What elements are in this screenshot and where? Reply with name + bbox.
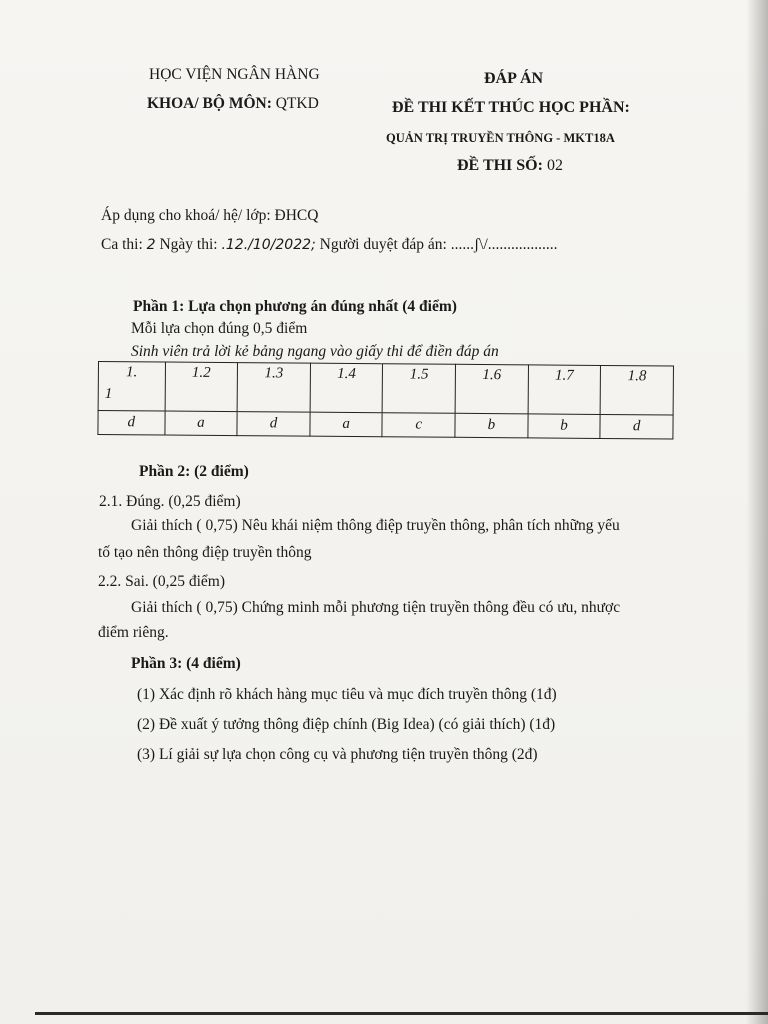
answer-table <box>97 361 674 440</box>
question-number: 1. <box>126 364 138 381</box>
table-header-cell <box>310 363 383 413</box>
answer-cell: c <box>382 413 455 438</box>
question-number: 1.6 <box>482 367 502 384</box>
session-info <box>101 236 558 254</box>
answer-cell: d <box>237 412 310 437</box>
exam-title: ĐỀ THI KẾT THÚC HỌC PHẦN: <box>392 99 630 116</box>
question-2-2-explanation: Giải thích ( 0,75) Chứng minh mỗi phương tiện truyền thông đều có ưu, nhược <box>131 599 621 616</box>
question-2-1-explanation: Giải thích ( 0,75) Nêu khái niệm thông điệp truyền thông, phân tích những yếu <box>131 517 620 534</box>
table-header-cell <box>165 362 238 412</box>
question-number: 1.3 <box>264 365 284 382</box>
table-header-cell <box>600 365 673 415</box>
school-name: HỌC VIỆN NGÂN HÀNG <box>149 66 320 83</box>
approver-signature: ......ʃ\/.................. <box>450 236 558 253</box>
part3-item: (1) Xác định rõ khách hàng mục tiêu và mục đích truyền thông (1đ) <box>137 686 557 703</box>
table-header-cell <box>455 364 528 414</box>
answer-cell: a <box>165 411 238 436</box>
scan-shadow <box>746 0 768 1024</box>
question-number: 1.2 <box>191 364 211 381</box>
answer-cell: d <box>98 411 165 436</box>
part1-title: Phần 1: Lựa chọn phương án đúng nhất (4 điểm) <box>133 298 457 315</box>
answer-title: ĐÁP ÁN <box>484 70 544 87</box>
question-2-2: 2.2. Sai. (0,25 điểm) <box>98 573 225 590</box>
page-bottom-edge <box>35 1012 768 1015</box>
part1-subtitle: Mỗi lựa chọn đúng 0,5 điểm <box>131 320 308 337</box>
table-header-row <box>98 362 673 416</box>
date-handwritten: .12./10/2022; <box>221 237 316 253</box>
exam-number <box>457 157 563 175</box>
part3-title: Phần 3: (4 điểm) <box>131 655 241 672</box>
table-header-cell <box>237 363 310 413</box>
part3-item: (2) Đề xuất ý tưởng thông điệp chính (Big Idea) (có giải thích) (1đ) <box>137 716 556 733</box>
part2-title: Phần 2: (2 điểm) <box>139 463 249 480</box>
table-answer-row <box>98 411 673 440</box>
answer-cell: a <box>310 412 383 437</box>
dept-value: QTKD <box>271 95 319 112</box>
part3-item: (3) Lí giải sự lựa chọn công cụ và phương tiện truyền thông (2đ) <box>137 746 538 763</box>
session-label: Ca thi: <box>101 236 147 253</box>
table-header-cell <box>98 362 165 412</box>
course-name: QUẢN TRỊ TRUYỀN THÔNG - MKT18A <box>386 131 615 145</box>
question-number-wrap: 1 <box>104 386 113 403</box>
question-number: 1.7 <box>555 367 574 384</box>
question-number: 1.8 <box>627 368 647 385</box>
apply-info: Áp dụng cho khoá/ hệ/ lớp: ĐHCQ <box>101 207 319 224</box>
dept-label: KHOA/ BỘ MÔN: <box>147 95 272 112</box>
answer-cell: d <box>600 414 673 439</box>
exam-no-label: ĐỀ THI SỐ: <box>457 157 543 174</box>
answer-cell: b <box>528 414 601 439</box>
table-header-cell <box>383 364 456 414</box>
question-number: 1.5 <box>409 366 429 383</box>
question-2-2-explanation-cont: điểm riêng. <box>98 624 169 641</box>
part1-instruction: Sinh viên trả lời kẻ bảng ngang vào giấy thi để điền đáp án <box>131 343 499 360</box>
question-2-1-explanation-cont: tố tạo nên thông điệp truyền thông <box>98 544 312 561</box>
table-header-cell <box>528 365 601 415</box>
question-number: 1.4 <box>337 365 357 383</box>
answer-cell: b <box>455 413 528 438</box>
question-2-1: 2.1. Đúng. (0,25 điểm) <box>99 493 241 510</box>
date-label: Ngày thi: <box>155 236 222 253</box>
department <box>147 95 319 113</box>
approver-label: Người duyệt đáp án: <box>315 236 451 253</box>
session-handwritten: 2 <box>146 237 156 253</box>
exam-no-value: 02 <box>542 157 563 174</box>
